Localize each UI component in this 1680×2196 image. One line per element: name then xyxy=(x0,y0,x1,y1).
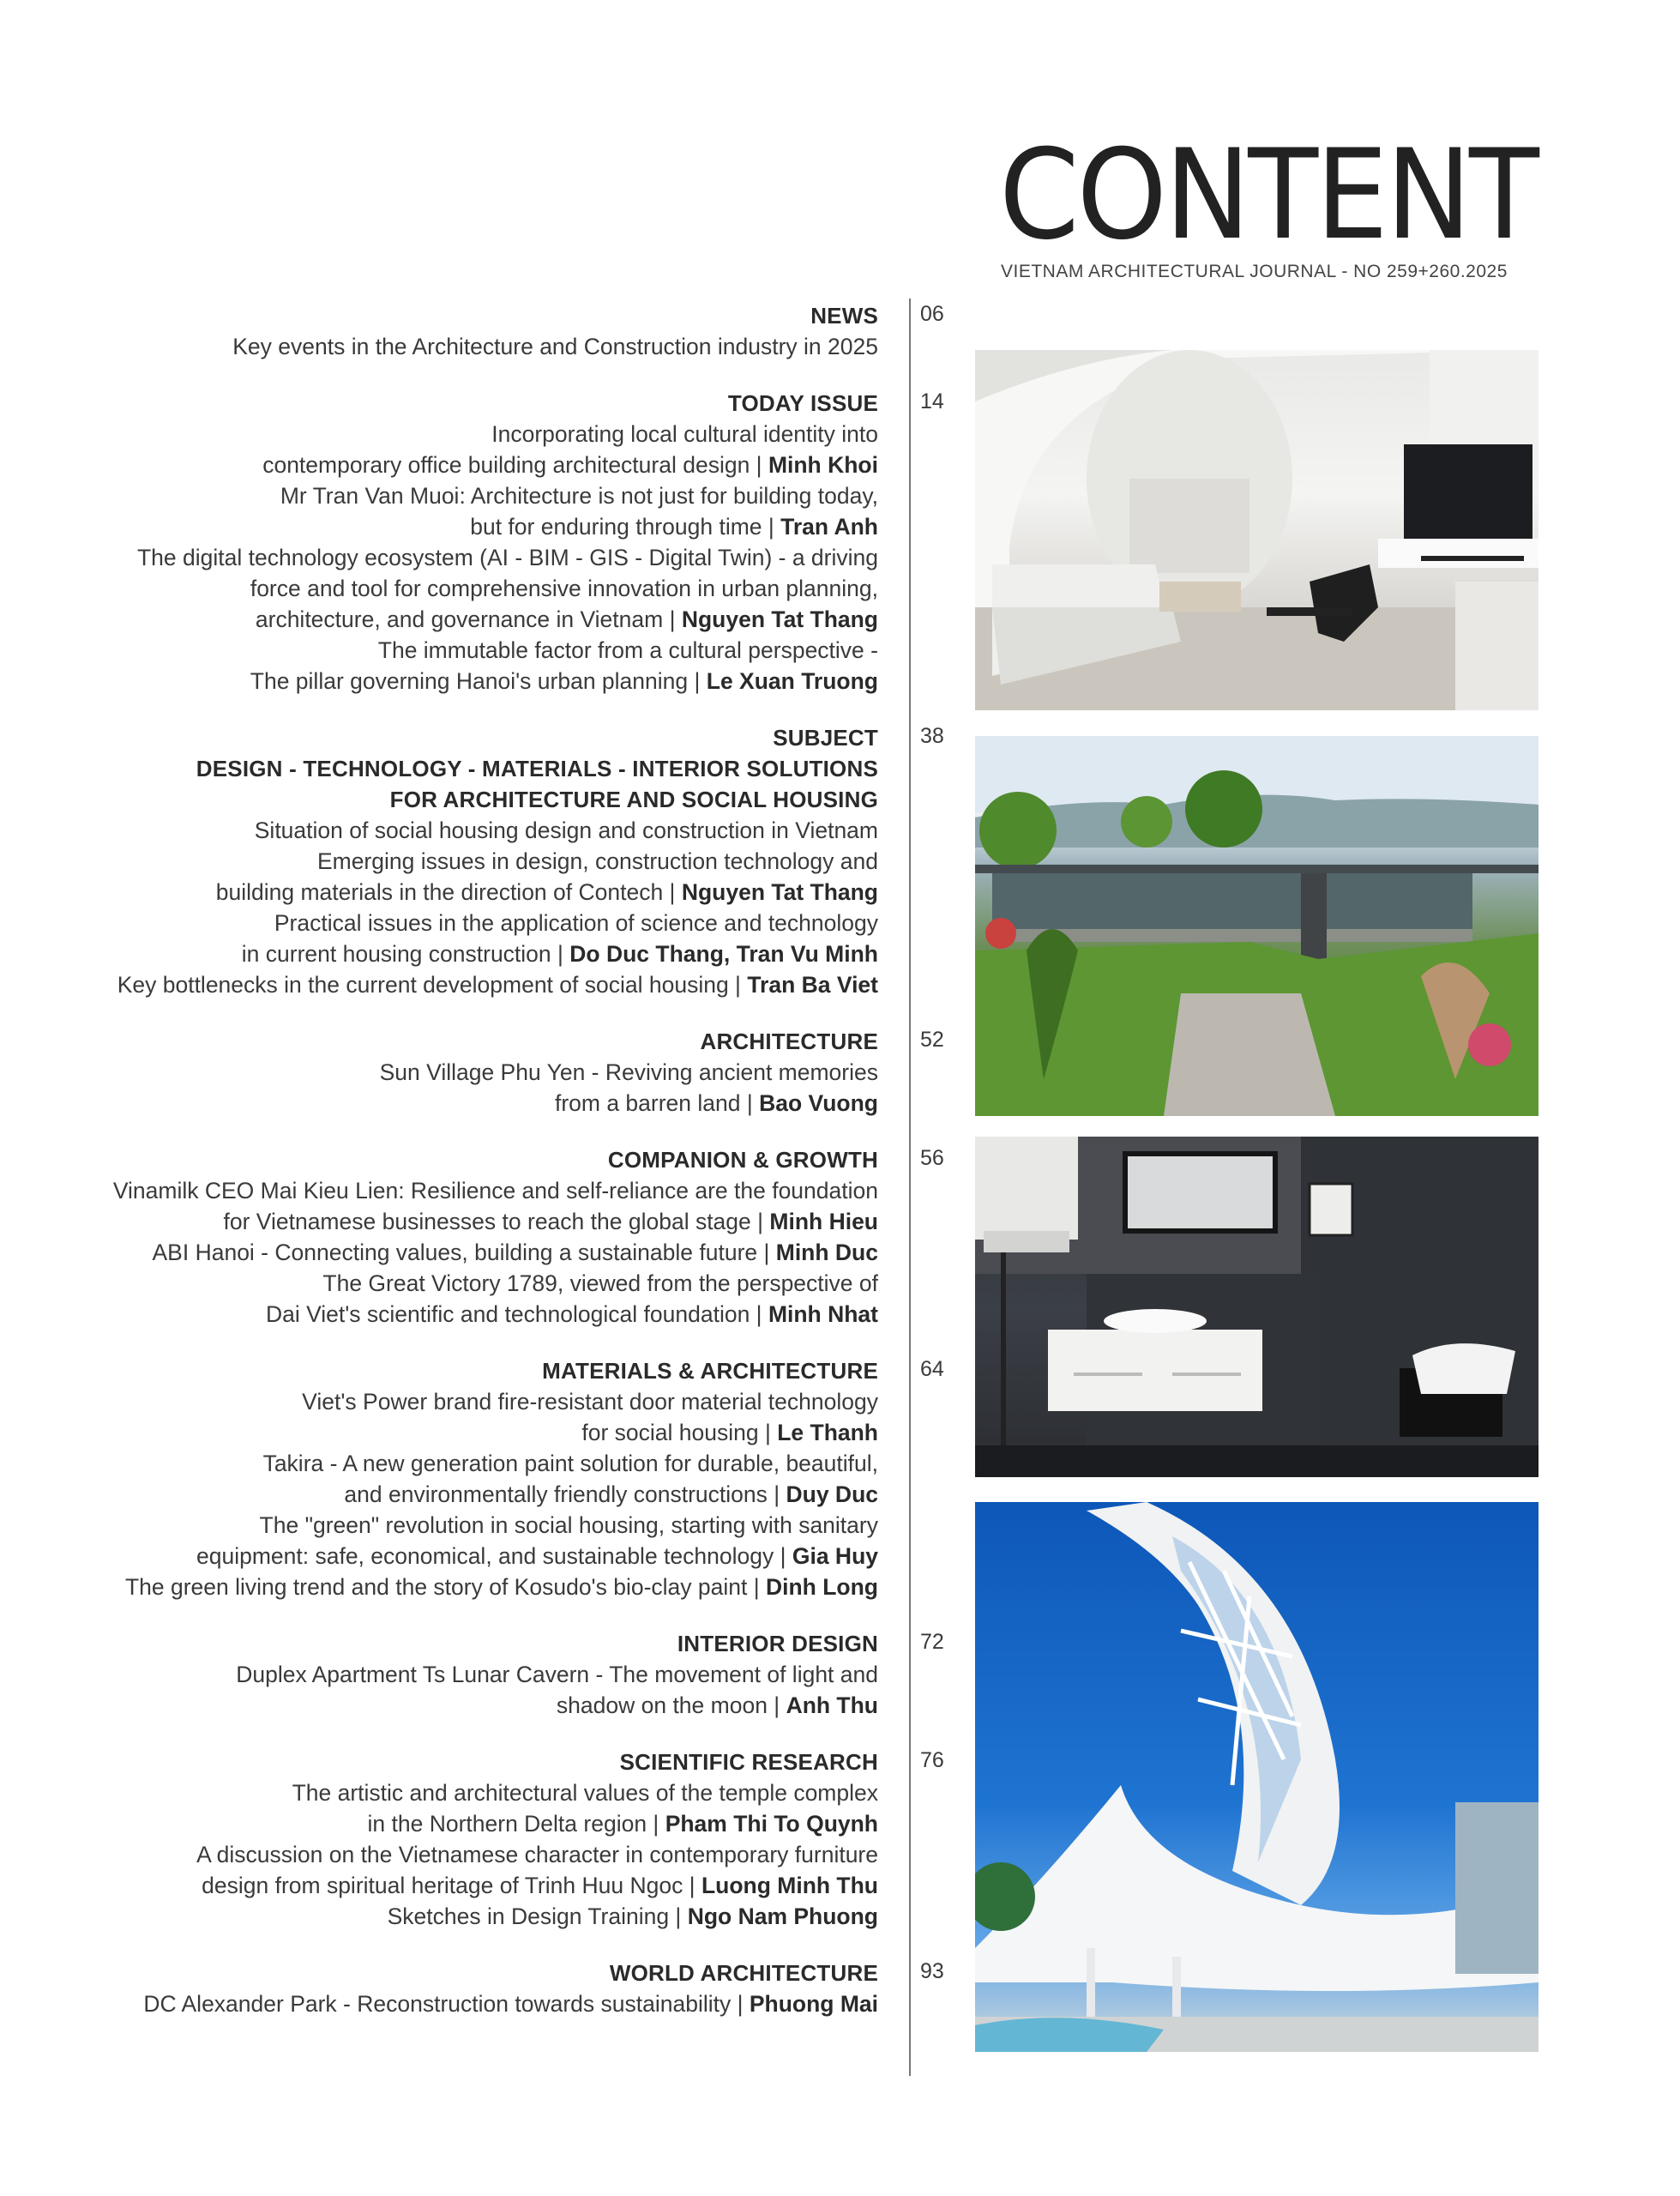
section-heading: TODAY ISSUE xyxy=(727,390,878,416)
article-title-text: Vinamilk CEO Mai Kieu Lien: Resilience and self-reliance are the foundation xyxy=(112,1178,878,1204)
article-author: Minh Khoi xyxy=(768,452,878,478)
article-title-text: shadow on the moon | xyxy=(556,1692,780,1718)
article-line xyxy=(21,480,878,511)
toc-section-interior-design xyxy=(21,1628,878,1721)
section-heading: WORLD ARCHITECTURE xyxy=(609,1960,878,1986)
article-title-text: force and tool for comprehensive innovation in urban planning, xyxy=(250,576,878,601)
article-line xyxy=(21,1659,878,1690)
section-heading: SUBJECT xyxy=(773,725,878,751)
article-author: Anh Thu xyxy=(786,1692,878,1718)
article-title-text: Key bottlenecks in the current development of social housing | xyxy=(117,972,741,998)
article-title-text: for Vietnamese businesses to reach the global stage | xyxy=(223,1209,764,1234)
interior-living-room-photo xyxy=(975,350,1538,710)
page-number-materials-architecture: 64 xyxy=(920,1357,944,1381)
article-author: Tran Ba Viet xyxy=(747,972,878,998)
article-line xyxy=(21,1479,878,1510)
bathroom-photo xyxy=(975,1137,1538,1477)
article-line xyxy=(21,877,878,908)
white-pavilion-photo xyxy=(975,1502,1538,2052)
article-title-text: The digital technology ecosystem (AI - BIM - GIS - Digital Twin) - a driving xyxy=(136,545,878,570)
article-title-text: The immutable factor from a cultural perspective - xyxy=(377,637,878,663)
article-title-text: DC Alexander Park - Reconstruction towards sustainability | xyxy=(143,1991,744,2017)
page-number-architecture: 52 xyxy=(920,1028,944,1052)
article-line xyxy=(21,573,878,604)
article-title-text: building materials in the direction of Contech | xyxy=(215,879,676,905)
article-title-text: The Great Victory 1789, viewed from the perspective of xyxy=(322,1270,878,1296)
article-author: Minh Nhat xyxy=(768,1301,878,1327)
article-title-text: and environmentally friendly constructions | xyxy=(344,1481,780,1507)
article-line xyxy=(21,511,878,542)
article-author: Ngo Nam Phuong xyxy=(687,1903,878,1929)
article-line xyxy=(21,1299,878,1330)
article-title-text: Mr Tran Van Muoi: Architecture is not just for building today, xyxy=(280,483,878,509)
article-title-text: Emerging issues in design, construction technology and xyxy=(316,848,878,874)
section-heading: INTERIOR DESIGN xyxy=(677,1631,878,1656)
article-line xyxy=(21,815,878,846)
article-title-text: The pillar governing Hanoi's urban planning | xyxy=(250,668,701,694)
article-line xyxy=(21,419,878,449)
toc-section-world-architecture xyxy=(21,1958,878,2019)
article-line xyxy=(21,542,878,573)
article-line xyxy=(21,449,878,480)
article-line xyxy=(21,1808,878,1839)
article-author: Phuong Mai xyxy=(749,1991,878,2017)
sun-village-photo xyxy=(975,736,1538,1116)
article-author: Nguyen Tat Thang xyxy=(681,606,878,632)
article-author: Do Duc Thang, Tran Vu Minh xyxy=(569,941,878,967)
page-number-news: 06 xyxy=(920,302,944,326)
article-title-text: Sketches in Design Training | xyxy=(387,1903,682,1929)
article-title-text: Viet's Power brand fire-resistant door material technology xyxy=(302,1389,878,1415)
article-title-text: equipment: safe, economical, and sustainable technology | xyxy=(196,1543,786,1569)
section-subheading: FOR ARCHITECTURE AND SOCIAL HOUSING xyxy=(389,787,878,812)
page-number-companion-growth: 56 xyxy=(920,1146,944,1170)
page-number-today-issue: 14 xyxy=(920,389,944,413)
article-author: Minh Duc xyxy=(775,1240,878,1265)
article-author: Tran Anh xyxy=(780,514,878,540)
article-title-text: from a barren land | xyxy=(554,1090,753,1116)
article-title-text: contemporary office building architectural design | xyxy=(262,452,762,478)
article-author: Bao Vuong xyxy=(759,1090,878,1116)
article-line xyxy=(21,1541,878,1572)
article-title-text: Takira - A new generation paint solution for durable, beautiful, xyxy=(262,1451,878,1476)
toc-section-companion-growth xyxy=(21,1144,878,1330)
article-author: Dinh Long xyxy=(766,1574,878,1600)
article-line xyxy=(21,1206,878,1237)
section-heading: ARCHITECTURE xyxy=(700,1029,878,1054)
article-title-text: Situation of social housing design and construction in Vietnam xyxy=(254,817,878,843)
article-title-text: for social housing | xyxy=(581,1420,771,1445)
article-line xyxy=(21,604,878,635)
article-line xyxy=(21,1175,878,1206)
toc-section-news xyxy=(21,300,878,362)
page-number-interior-design: 72 xyxy=(920,1630,944,1654)
section-heading: SCIENTIFIC RESEARCH xyxy=(619,1749,878,1775)
article-line xyxy=(21,1088,878,1119)
article-title-text: in the Northern Delta region | xyxy=(367,1811,659,1837)
article-author: Gia Huy xyxy=(792,1543,878,1569)
section-heading: NEWS xyxy=(810,303,878,329)
article-title-text: but for enduring through time | xyxy=(470,514,774,540)
page-number-scientific-research: 76 xyxy=(920,1748,944,1772)
page-title: CONTENT xyxy=(999,123,1537,268)
article-author: Le Xuan Truong xyxy=(706,668,878,694)
article-title-text: The artistic and architectural values of the temple complex xyxy=(292,1780,878,1806)
toc-section-today-issue xyxy=(21,388,878,697)
article-line xyxy=(21,1839,878,1870)
article-line xyxy=(21,1777,878,1808)
table-of-contents xyxy=(21,300,878,2019)
article-line xyxy=(21,331,878,362)
article-line xyxy=(21,635,878,666)
column-divider xyxy=(909,299,911,2076)
article-line xyxy=(21,1690,878,1721)
article-title-text: in current housing construction | xyxy=(241,941,563,967)
journal-subtitle: VIETNAM ARCHITECTURAL JOURNAL - NO 259+260.2025 xyxy=(1001,262,1508,281)
article-line xyxy=(21,1268,878,1299)
article-line xyxy=(21,1901,878,1932)
article-line xyxy=(21,1237,878,1268)
article-line xyxy=(21,938,878,969)
page-number-subject: 38 xyxy=(920,724,944,748)
article-line xyxy=(21,666,878,697)
article-title-text: design from spiritual heritage of Trinh Huu Ngoc | xyxy=(202,1873,695,1898)
article-title-text: Dai Viet's scientific and technological foundation | xyxy=(265,1301,762,1327)
section-heading: COMPANION & GROWTH xyxy=(607,1147,878,1173)
article-line xyxy=(21,969,878,1000)
toc-section-materials-architecture xyxy=(21,1355,878,1602)
article-author: Le Thanh xyxy=(777,1420,878,1445)
article-line xyxy=(21,1057,878,1088)
article-author: Duy Duc xyxy=(786,1481,878,1507)
section-heading: MATERIALS & ARCHITECTURE xyxy=(542,1358,878,1384)
article-title-text: Sun Village Phu Yen - Reviving ancient memories xyxy=(379,1059,878,1085)
article-line xyxy=(21,908,878,938)
article-line xyxy=(21,1988,878,2019)
article-title-text: Duplex Apartment Ts Lunar Cavern - The movement of light and xyxy=(236,1662,878,1687)
article-line xyxy=(21,1572,878,1602)
article-author: Nguyen Tat Thang xyxy=(681,879,878,905)
page-number-world-architecture: 93 xyxy=(920,1959,944,1983)
article-line xyxy=(21,1870,878,1901)
article-line xyxy=(21,1386,878,1417)
article-title-text: ABI Hanoi - Connecting values, building a sustainable future | xyxy=(152,1240,770,1265)
article-title-text: Key events in the Architecture and Construction industry in 2025 xyxy=(232,334,878,359)
toc-section-architecture xyxy=(21,1026,878,1119)
article-title-text: A discussion on the Vietnamese character in contemporary furniture xyxy=(196,1842,878,1867)
toc-section-scientific-research xyxy=(21,1747,878,1932)
article-line xyxy=(21,1448,878,1479)
article-line xyxy=(21,846,878,877)
article-line xyxy=(21,1417,878,1448)
article-title-text: Incorporating local cultural identity into xyxy=(491,421,878,447)
section-subheading: DESIGN - TECHNOLOGY - MATERIALS - INTERIOR SOLUTIONS xyxy=(196,756,878,781)
article-title-text: architecture, and governance in Vietnam | xyxy=(255,606,676,632)
article-author: Pham Thi To Quynh xyxy=(665,1811,878,1837)
article-title-text: The "green" revolution in social housing, starting with sanitary xyxy=(259,1512,878,1538)
article-title-text: Practical issues in the application of science and technology xyxy=(274,910,878,936)
toc-section-subject xyxy=(21,722,878,1000)
article-author: Minh Hieu xyxy=(769,1209,878,1234)
article-title-text: The green living trend and the story of Kosudo's bio-clay paint | xyxy=(124,1574,760,1600)
article-line xyxy=(21,1510,878,1541)
article-author: Luong Minh Thu xyxy=(701,1873,878,1898)
